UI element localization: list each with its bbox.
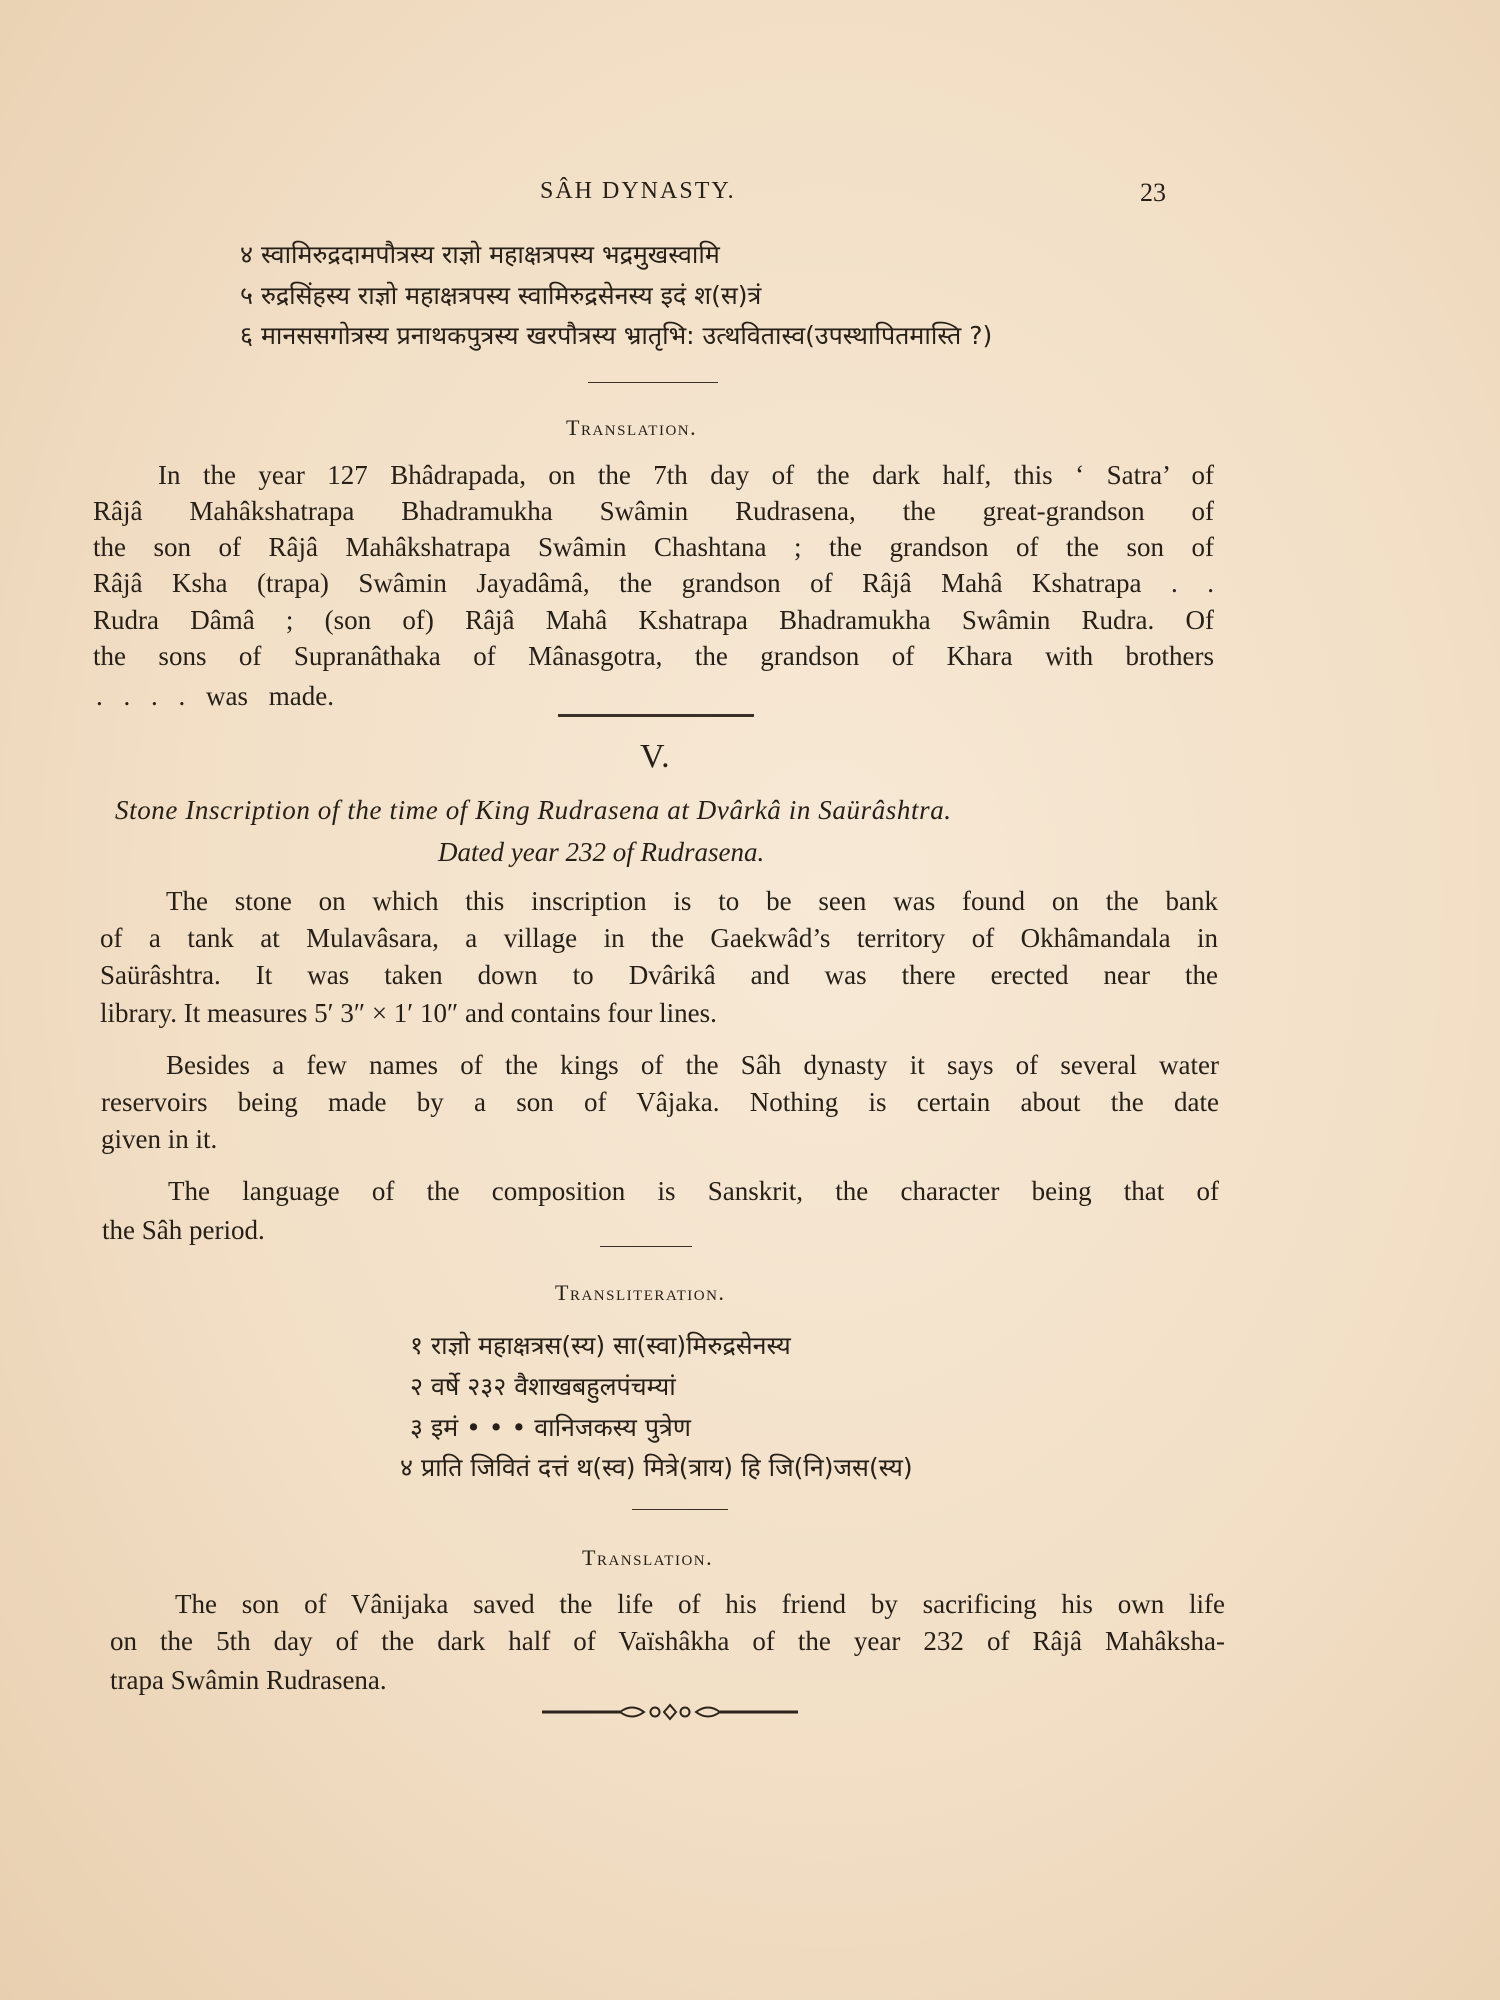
- body-line: given in it.: [101, 1124, 218, 1154]
- section-rule: [558, 714, 754, 717]
- transliteration-line: ४ प्राति जिवितं दत्तं थ(स्व) मित्रे(त्राय) हि जि(नि)जस(स्य): [400, 1453, 913, 1482]
- transliteration-heading: Transliteration.: [555, 1280, 726, 1305]
- section-rule: [632, 1509, 728, 1510]
- section-numeral: V.: [640, 738, 671, 775]
- body-line: Saürâshtra. It was taken down to Dvârikâ and was there erected near the: [100, 960, 1218, 990]
- running-head-title: SÂH DYNASTY.: [540, 178, 736, 204]
- section-date: Dated year 232 of Rudrasena.: [438, 837, 765, 867]
- sanskrit-line: ४ स्वामिरुद्रदामपौत्रस्य राज्ञो महाक्षत्रपस्य भद्रमुखस्वामि: [240, 240, 720, 269]
- running-head: [0, 178, 1500, 218]
- translation-line: on the 5th day of the dark half of Vaïshâkha of the year 232 of Râjâ Mahâksha-: [110, 1626, 1225, 1656]
- body-line: library. It measures 5′ 3″ × 1′ 10″ and contains four lines.: [100, 998, 717, 1028]
- section-rule: [588, 382, 718, 383]
- transliteration-line: ३ इमं • • • वानिजकस्य पुत्रेण: [410, 1413, 691, 1442]
- section-rule: [600, 1246, 692, 1247]
- page-number: 23: [1140, 178, 1166, 207]
- translation-line: The son of Vânijaka saved the life of his friend by sacrificing his own life: [175, 1589, 1225, 1619]
- translation-heading: Translation.: [566, 415, 698, 440]
- body-line: Besides a few names of the kings of the Sâh dynasty it says of several water: [166, 1050, 1219, 1080]
- body-line: The language of the composition is Sanskrit, the character being that of: [168, 1176, 1219, 1206]
- body-line: of a tank at Mulavâsara, a village in the Gaekwâd’s territory of Okhâmandala in: [100, 923, 1218, 953]
- sanskrit-line: ५ रुद्रसिंहस्य राज्ञो महाक्षत्रपस्य स्वामिरुद्रसेनस्य इदं श(स)त्रं: [240, 281, 762, 310]
- translation-line: In the year 127 Bhâdrapada, on the 7th day of the dark half, this ‘ Satra’ of: [158, 460, 1214, 490]
- translation-line: Râjâ Mahâkshatrapa Bhadramukha Swâmin Rudrasena, the great-grandson of: [93, 496, 1214, 526]
- translation-line: Râjâ Ksha (trapa) Swâmin Jayadâmâ, the grandson of Râjâ Mahâ Kshatrapa . .: [93, 568, 1214, 598]
- translation-heading: Translation.: [582, 1545, 714, 1570]
- translation-line: the son of Râjâ Mahâkshatrapa Swâmin Chashtana ; the grandson of the son of: [93, 532, 1214, 562]
- translation-line: Rudra Dâmâ ; (son of) Râjâ Mahâ Kshatrapa Bhadramukha Swâmin Rudra. Of: [93, 605, 1214, 635]
- sanskrit-line: ६ मानससगोत्रस्य प्रनाथकपुत्रस्य खरपौत्रस्य भ्रातृभि: उत्थवितास्व(उपस्थापितमास्ति ?): [240, 321, 993, 350]
- body-line: reservoirs being made by a son of Vâjaka. Nothing is certain about the date: [101, 1087, 1219, 1117]
- transliteration-line: १ राज्ञो महाक्षत्रस(स्य) सा(स्वा)मिरुद्रसेनस्य: [410, 1331, 791, 1360]
- translation-line: the sons of Supranâthaka of Mânasgotra, the grandson of Khara with brothers: [93, 641, 1214, 671]
- translation-line: trapa Swâmin Rudrasena.: [110, 1665, 387, 1695]
- translation-line: . . . . was made.: [96, 681, 334, 711]
- section-title: Stone Inscription of the time of King Rudrasena at Dvârkâ in Saürâshtra.: [115, 795, 952, 825]
- transliteration-line: २ वर्षे २३२ वैशाखबहुलपंचम्यां: [410, 1372, 676, 1401]
- body-line: the Sâh period.: [102, 1215, 265, 1245]
- flourish-divider-icon: [540, 1700, 800, 1724]
- body-line: The stone on which this inscription is to be seen was found on the bank: [166, 886, 1218, 916]
